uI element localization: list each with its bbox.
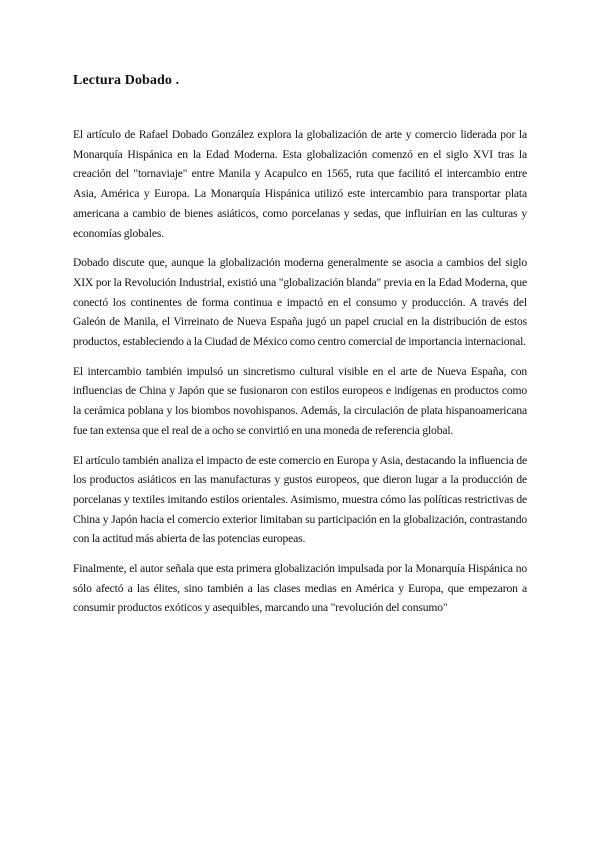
paragraph: Dobado discute que, aunque la globalización moderna generalmente se asocia a cambios del siglo XIX por la Revolución Industrial, existió una "globalización blanda" previa en la Edad Moderna, que conectó los continentes de forma continua e impactó en el consumo y producción. A través del Galeón de Manila, el Virreinato de Nueva España jugó un papel crucial en la distribución de estos productos, estableciendo a la Ciudad de México como centro comercial de importancia internacional. <box>73 256 527 349</box>
paragraph: El artículo de Rafael Dobado González explora la globalización de arte y comercio liderada por la Monarquía Hispánica en la Edad Moderna. Esta globalización comenzó en el siglo XVI tras la creación del "tornaviaje" entre Manila y Acapulco en 1565, ruta que facilitó el intercambio entre Asia, América y Europa. La Monarquía Hispánica utilizó este intercambio para transportar plata americana a cambio de bienes asiáticos, como porcelanas y sedas, que influirían en las culturas y economías globales. <box>73 128 527 240</box>
paragraph: El intercambio también impulsó un sincretismo cultural visible en el arte de Nueva España, con influencias de China y Japón que se fusionaron con estilos europeos e indígenas en productos como la cerámica poblana y los biombos novohispanos. Además, la circulación de plata hispanoamericana fue tan extensa que el real de a ocho se convirtió en una moneda de referencia global. <box>73 364 527 437</box>
paragraph: El artículo también analiza el impacto de este comercio en Europa y Asia, destacando la influencia de los productos asiáticos en las manufacturas y gustos europeos, que dieron lugar a la producción de porcelanas y textiles imitando estilos orientales. Asimismo, muestra cómo las políticas restrictivas de China y Japón hacia el comercio exterior limitaban su participación en la globalización, contrastando con la actitud más abierta de las potencias europeas. <box>73 453 527 546</box>
paragraph: Finalmente, el autor señala que esta primera globalización impulsada por la Monarquía Hispánica no sólo afectó a las élites, sino también a las clases medias en América y Europa, que empezaron a consumir productos exóticos y asequibles, marcando una "revolución del consumo" <box>73 562 527 615</box>
document-title: Lectura Dobado . <box>73 73 180 88</box>
document-body <box>73 125 527 628</box>
